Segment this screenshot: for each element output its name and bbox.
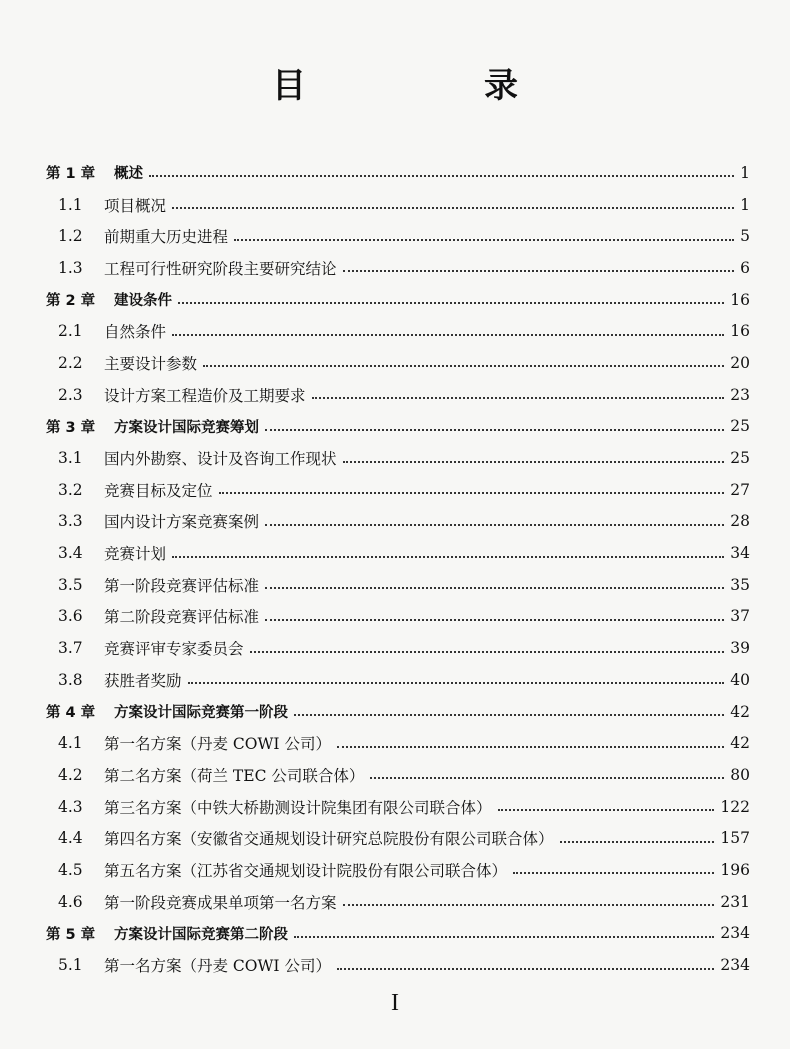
entry-number: 3.3 xyxy=(58,512,83,531)
toc-section-entry[interactable] xyxy=(46,727,750,759)
entry-page-number: 1 xyxy=(740,163,750,182)
entry-page-number: 42 xyxy=(730,734,750,753)
toc-chapter-entry[interactable] xyxy=(46,411,750,443)
entry-page-number: 35 xyxy=(730,575,750,594)
toc-section-entry[interactable] xyxy=(46,474,750,506)
entry-title: 第一阶段竞赛评估标准 xyxy=(104,576,260,595)
entry-title: 第一名方案（丹麦 COWI 公司） xyxy=(104,735,331,754)
dot-leader xyxy=(343,903,715,906)
toc-chapter-entry[interactable] xyxy=(46,157,750,189)
toc-section-entry[interactable] xyxy=(46,506,750,538)
dot-leader xyxy=(337,745,724,748)
entry-page-number: 196 xyxy=(720,860,750,879)
toc-section-entry[interactable] xyxy=(46,442,750,474)
dot-leader xyxy=(294,935,714,938)
dot-leader xyxy=(265,586,724,589)
entry-title: 方案设计国际竞赛第二阶段 xyxy=(114,926,288,943)
dot-leader xyxy=(265,523,724,526)
toc-section-entry[interactable] xyxy=(46,791,750,823)
toc-section-entry[interactable] xyxy=(46,315,750,347)
dot-leader xyxy=(172,333,724,336)
entry-title: 第三名方案（中铁大桥勘测设计院集团有限公司联合体） xyxy=(104,798,492,817)
entry-page-number: 25 xyxy=(730,417,750,436)
entry-page-number: 234 xyxy=(720,924,750,943)
dot-leader xyxy=(172,206,734,209)
entry-page-number: 1 xyxy=(740,195,750,214)
entry-page-number: 40 xyxy=(730,670,750,689)
entry-page-number: 16 xyxy=(730,290,750,309)
entry-title: 第一名方案（丹麦 COWI 公司） xyxy=(104,957,331,976)
dot-leader xyxy=(265,618,724,621)
entry-page-number: 234 xyxy=(720,956,750,975)
page-title: 目 录 xyxy=(272,66,590,106)
entry-title: 获胜者奖励 xyxy=(104,671,182,690)
dot-leader xyxy=(498,808,715,811)
entry-page-number: 20 xyxy=(730,353,750,372)
entry-number: 3.7 xyxy=(58,639,83,658)
entry-number: 第 3 章 xyxy=(46,419,96,436)
entry-page-number: 39 xyxy=(730,639,750,658)
entry-title: 国内外勘察、设计及咨询工作现状 xyxy=(104,450,337,469)
entry-title: 项目概况 xyxy=(104,196,167,215)
dot-leader xyxy=(312,396,725,399)
entry-page-number: 157 xyxy=(720,829,750,848)
toc-section-entry[interactable] xyxy=(46,854,750,886)
dot-leader xyxy=(203,364,724,367)
entry-page-number: 25 xyxy=(730,449,750,468)
entry-title: 方案设计国际竞赛筹划 xyxy=(114,419,259,436)
entry-number: 第 2 章 xyxy=(46,293,96,310)
entry-number: 第 5 章 xyxy=(46,926,96,943)
dot-leader xyxy=(234,238,734,241)
entry-page-number: 16 xyxy=(730,322,750,341)
dot-leader xyxy=(513,871,714,874)
entry-title: 国内设计方案竞赛案例 xyxy=(104,513,260,532)
entry-number: 第 4 章 xyxy=(46,705,96,722)
dot-leader xyxy=(250,650,725,653)
toc-section-entry[interactable] xyxy=(46,886,750,918)
entry-number: 2.1 xyxy=(58,322,83,341)
toc-section-entry[interactable] xyxy=(46,664,750,696)
dot-leader xyxy=(294,713,724,716)
dot-leader xyxy=(265,428,724,431)
entry-number: 1.2 xyxy=(58,227,83,246)
entry-title: 主要设计参数 xyxy=(104,354,198,373)
dot-leader xyxy=(178,301,724,304)
entry-page-number: 231 xyxy=(720,892,750,911)
entry-title: 自然条件 xyxy=(104,323,167,342)
toc-section-entry[interactable] xyxy=(46,379,750,411)
entry-number: 3.8 xyxy=(58,670,83,689)
entry-number: 4.5 xyxy=(58,860,83,879)
entry-number: 5.1 xyxy=(58,956,83,975)
toc-section-entry[interactable] xyxy=(46,220,750,252)
toc-chapter-entry[interactable] xyxy=(46,284,750,316)
entry-title: 设计方案工程造价及工期要求 xyxy=(104,386,306,405)
entry-title: 第一阶段竞赛成果单项第一名方案 xyxy=(104,893,337,912)
toc-chapter-entry[interactable] xyxy=(46,918,750,950)
entry-title: 前期重大历史进程 xyxy=(104,228,229,247)
entry-number: 3.4 xyxy=(58,544,83,563)
entry-number: 4.6 xyxy=(58,892,83,911)
toc-section-entry[interactable] xyxy=(46,759,750,791)
toc-section-entry[interactable] xyxy=(46,537,750,569)
toc-section-entry[interactable] xyxy=(46,252,750,284)
entry-page-number: 122 xyxy=(720,797,750,816)
dot-leader xyxy=(343,269,734,272)
dot-leader xyxy=(370,776,724,779)
entry-page-number: 6 xyxy=(740,258,750,277)
entry-number: 1.3 xyxy=(58,258,83,277)
entry-number: 2.3 xyxy=(58,385,83,404)
entry-number: 4.2 xyxy=(58,765,83,784)
entry-number: 3.1 xyxy=(58,449,83,468)
entry-title: 概述 xyxy=(114,166,143,183)
entry-title: 第二名方案（荷兰 TEC 公司联合体） xyxy=(104,766,365,785)
dot-leader xyxy=(343,460,725,463)
entry-page-number: 5 xyxy=(740,227,750,246)
entry-title: 方案设计国际竞赛第一阶段 xyxy=(114,705,288,722)
footer-page-number: I xyxy=(391,990,399,1016)
toc-section-entry[interactable] xyxy=(46,632,750,664)
entry-page-number: 80 xyxy=(730,765,750,784)
entry-number: 4.3 xyxy=(58,797,83,816)
entry-title: 第五名方案（江苏省交通规划设计院股份有限公司联合体） xyxy=(104,861,508,880)
entry-number: 4.1 xyxy=(58,734,83,753)
entry-title: 竞赛目标及定位 xyxy=(104,481,213,500)
dot-leader xyxy=(172,555,724,558)
entry-title: 竞赛计划 xyxy=(104,545,167,564)
toc-section-entry[interactable] xyxy=(46,949,750,981)
entry-page-number: 23 xyxy=(730,385,750,404)
toc-chapter-entry[interactable] xyxy=(46,696,750,728)
toc-section-entry[interactable] xyxy=(46,569,750,601)
entry-title: 工程可行性研究阶段主要研究结论 xyxy=(104,259,337,278)
entry-title: 竞赛评审专家委员会 xyxy=(104,640,244,659)
entry-title: 第四名方案（安徽省交通规划设计研究总院股份有限公司联合体） xyxy=(104,830,554,849)
entry-number: 第 1 章 xyxy=(46,166,96,183)
entry-number: 3.2 xyxy=(58,480,83,499)
entry-title: 第二阶段竞赛评估标准 xyxy=(104,608,260,627)
dot-leader xyxy=(560,840,715,843)
toc-section-entry[interactable] xyxy=(46,601,750,633)
toc-section-entry[interactable] xyxy=(46,822,750,854)
entry-number: 1.1 xyxy=(58,195,83,214)
dot-leader xyxy=(149,174,734,177)
entry-page-number: 27 xyxy=(730,480,750,499)
entry-page-number: 37 xyxy=(730,607,750,626)
dot-leader xyxy=(337,967,714,970)
entry-number: 3.5 xyxy=(58,575,83,594)
entry-number: 3.6 xyxy=(58,607,83,626)
toc-section-entry[interactable] xyxy=(46,347,750,379)
toc-section-entry[interactable] xyxy=(46,189,750,221)
entry-title: 建设条件 xyxy=(114,293,172,310)
dot-leader xyxy=(219,491,725,494)
table-of-contents xyxy=(46,157,750,981)
entry-page-number: 34 xyxy=(730,544,750,563)
entry-number: 4.4 xyxy=(58,829,83,848)
entry-page-number: 28 xyxy=(730,512,750,531)
entry-number: 2.2 xyxy=(58,353,83,372)
dot-leader xyxy=(188,681,725,684)
entry-page-number: 42 xyxy=(730,702,750,721)
